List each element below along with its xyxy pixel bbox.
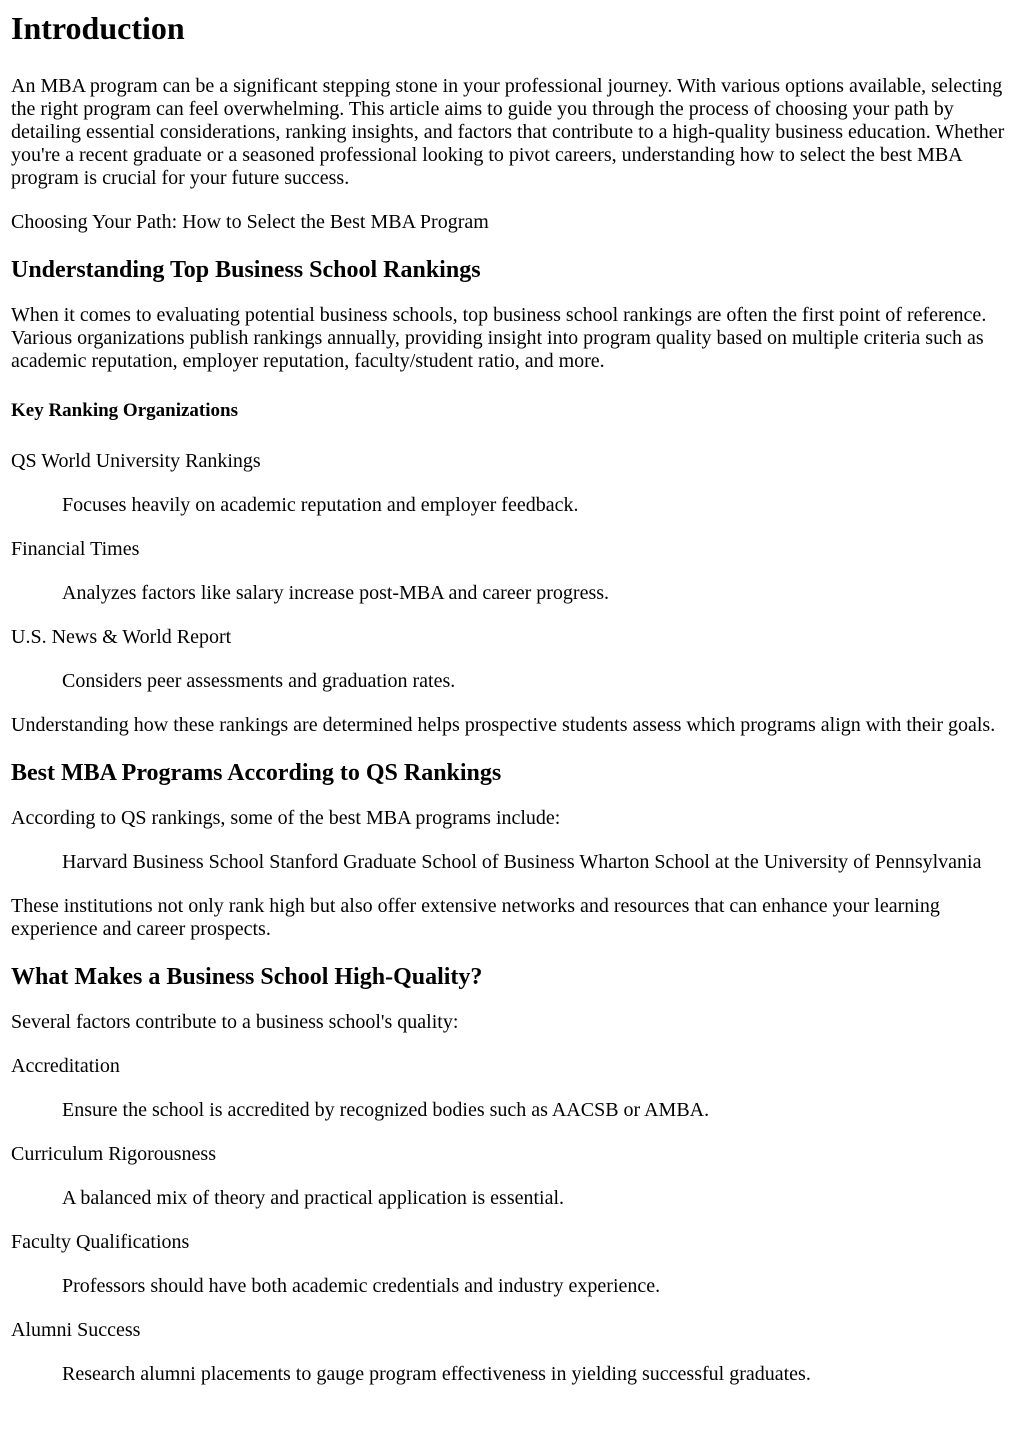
factor-description: Professors should have both academic credentials and industry experience. (62, 1275, 661, 1297)
factor-term: Curriculum Rigorousness (11, 1143, 216, 1165)
factor-description: Research alumni placements to gauge program effectiveness in yielding successful graduates. (62, 1363, 811, 1385)
org-description: Analyzes factors like salary increase post-MBA and career progress. (62, 582, 610, 604)
factor-term: Alumni Success (11, 1319, 141, 1341)
factor-term: Accreditation (11, 1055, 120, 1077)
qs-lead: According to QS rankings, some of the best MBA programs include: (11, 807, 561, 829)
factor-description: Ensure the school is accredited by recognized bodies such as AACSB or AMBA. (62, 1099, 710, 1121)
org-term: U.S. News & World Report (11, 626, 232, 648)
factor-description: A balanced mix of theory and practical application is essential. (62, 1187, 565, 1209)
rankings-heading: Understanding Top Business School Rankings (11, 257, 481, 283)
intro-paragraph: An MBA program can be a significant stepping stone in your professional journey. With various options available, selecting the right program can feel overwhelming. This article aims to guide you through the process of choosing your path by detailing essential considerations, ranking insights, and factors that contribute to a high-quality business education. Whether you're a recent graduate or a seasoned professional looking to pivot careers, understanding how to select the best MBA program is crucial for your future success. (11, 75, 1005, 189)
org-description: Focuses heavily on academic reputation and employer feedback. (62, 494, 579, 516)
org-description: Considers peer assessments and graduation rates. (62, 670, 456, 692)
key-ranking-organizations-heading: Key Ranking Organizations (11, 400, 238, 421)
org-term: QS World University Rankings (11, 450, 261, 472)
rankings-closing: Understanding how these rankings are determined helps prospective students assess which programs align with their goals. (11, 714, 996, 736)
quality-heading: What Makes a Business School High-Quality? (11, 964, 483, 990)
qs-closing: These institutions not only rank high but also offer extensive networks and resources that can enhance your learning experience and career prospects. (11, 895, 940, 940)
quality-lead: Several factors contribute to a business school's quality: (11, 1011, 459, 1033)
ranking-organizations-list (11, 450, 1014, 693)
org-term: Financial Times (11, 538, 140, 560)
qs-heading: Best MBA Programs According to QS Rankings (11, 760, 502, 786)
factor-term: Faculty Qualifications (11, 1231, 190, 1253)
quality-factors-list (11, 1055, 1014, 1386)
qs-programs-list: Harvard Business School Stanford Graduate School of Business Wharton School at the University of Pennsylvania (62, 851, 982, 873)
rankings-paragraph: When it comes to evaluating potential business schools, top business school rankings are often the first point of reference. Various organizations publish rankings annually, providing insight into program quality based on multiple criteria such as academic reputation, employer reputation, faculty/student ratio, and more. (11, 304, 987, 372)
article-title-line: Choosing Your Path: How to Select the Best MBA Program (11, 211, 489, 233)
intro-heading: Introduction (11, 10, 185, 46)
